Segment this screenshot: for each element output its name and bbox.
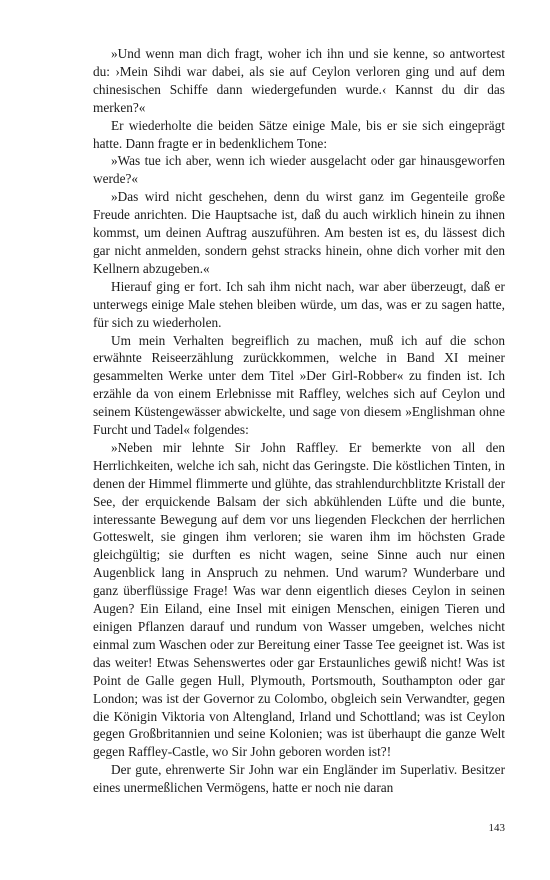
paragraph-4: »Das wird nicht geschehen, denn du wirst ganz im Gegenteile große Freude anrichten. Die Hauptsache ist, daß du auch wirklich hinein zu ihnen kommst, um deinen Auftrag auszuführen. Am besten ist es, du lässest dich gar nicht anmelden, sondern gehst stracks hinein, ohne dich vorher mit den Kellnern abzugeben.«: [93, 189, 505, 276]
page-number: 143: [488, 822, 505, 834]
paragraph-6: Um mein Verhalten begreiflich zu machen, muß ich auf die schon erwähnte Reiseerzählung zurückkommen, welche in Band XI meiner gesammelten Werke unter dem Titel »Der Girl-Robber« zu finden ist. Ich erzähle da von einem Erlebnisse mit Raffley, welches sich auf Ceylon und seinem Küstengewässer abwickelte, und sage von diesem »Englishman ohne Furcht und Tadel« folgendes:: [93, 332, 505, 438]
paragraph-3: »Was tue ich aber, wenn ich wieder ausgelacht oder gar hinausgeworfen werde?«: [93, 153, 505, 187]
paragraph-5: Hierauf ging er fort. Ich sah ihm nicht nach, war aber überzeugt, daß er unterwegs einige Male stehen bleiben würde, um das, was er zu sagen hatte, für sich zu wiederholen.: [93, 278, 505, 330]
paragraph-1: »Und wenn man dich fragt, woher ich ihn und sie kenne, so antwortest du: ›Mein Sihdi war dabei, als sie auf Ceylon verloren ging und auf dem chinesischen Schiffe dann wiedergefunden wurde.‹ Kannst du dir das merken?«: [93, 46, 505, 115]
paragraph-8: Der gute, ehrenwerte Sir John war ein Engländer im Superlativ. Besitzer eines unermeßlichen Vermögens, hatte er noch nie daran: [93, 762, 505, 796]
paragraph-2: Er wiederholte die beiden Sätze einige Male, bis er sie sich eingeprägt hatte. Dann fragte er in bedenklichem Tone:: [93, 117, 505, 151]
page-body: [93, 45, 505, 797]
paragraph-7: »Neben mir lehnte Sir John Raffley. Er bemerkte von all den Herrlichkeiten, welche ich sah, nicht das Geringste. Die köstlichen Tinten, in denen der Himmel flimmerte und glühte, das strahlendurchblitzte Kristall der See, der erquickende Balsam der sich abkühlenden Lüfte und die bunte, interessante Bewegung auf dem vor uns liegenden Fleckchen der herrlichen Gotteswelt, sie gingen ihm verloren; sie waren ihm im höchsten Grade gleichgültig; sie durften es nicht wagen, seine Sinne auch nur einen Augenblick lang in Anspruch zu nehmen. Und warum? Wunderbare und ganz überflüssige Frage! Was war denn eigentlich dieses Ceylon in seinen Augen? Ein Eiland, eine Insel mit einigen Menschen, einigen Tieren und einigen Pflanzen darauf und rundum von Wasser umgeben, welches nicht einmal zum Waschen oder zur Bereitung einer Tasse Tee geeignet ist. Was ist das weiter! Etwas Sehenswertes oder gar Erstaunliches gewiß nicht! Was ist Point de Galle gegen Hull, Plymouth, Portsmouth, Southampton oder gar London; was ist der Governor zu Colombo, obgleich sein Verwandter, gegen die Königin Viktoria von Altengland, Irland und Schottland; was ist Ceylon gegen Großbritannien und seine Kolonien; was ist überhaupt die ganze Welt gegen Raffley-Castle, wo Sir John geboren worden ist?!: [93, 439, 505, 760]
